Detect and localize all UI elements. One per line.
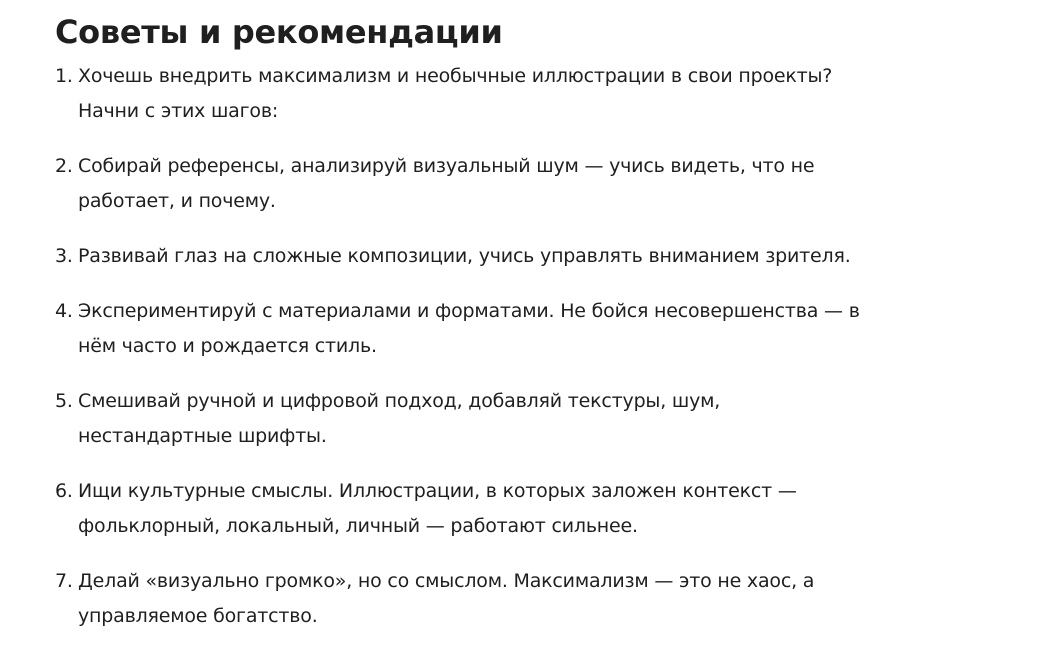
list-item-number: 1. (55, 65, 73, 87)
list-item-text: Делай «визуально громко», но со смыслом. Максимализм — это не хаос, а управляемое богатство. (78, 570, 815, 627)
list-item-text: Хочешь внедрить максимализм и необычные иллюстрации в свои проекты? Начни с этих шагов: (78, 65, 833, 122)
list-item (55, 149, 875, 219)
list-item (55, 59, 875, 129)
list-item (55, 239, 875, 274)
article-section (55, 8, 875, 651)
list-item (55, 564, 875, 634)
list-item-text: Развивай глаз на сложные композиции, учись управлять вниманием зрителя. (78, 245, 851, 267)
list-item-text: Ищи культурные смыслы. Иллюстрации, в которых заложен контекст — фольклорный, локальный, личный — работают сильнее. (78, 480, 797, 537)
list-item-number: 3. (55, 245, 73, 267)
list-item (55, 294, 875, 364)
list-item-text: Экспериментируй с материалами и форматами. Не бойся несовершенства — в нём часто и рождается стиль. (78, 300, 860, 357)
list-item-text: Смешивай ручной и цифровой подход, добавляй текстуры, шум, нестандартные шрифты. (78, 390, 721, 447)
list-item-number: 4. (55, 300, 73, 322)
list-item (55, 384, 875, 454)
list-item-number: 2. (55, 155, 73, 177)
list-item-number: 5. (55, 390, 73, 412)
list-item-number: 6. (55, 480, 73, 502)
section-heading: Советы и рекомендации (55, 13, 503, 51)
tips-list (55, 59, 875, 634)
list-item-number: 7. (55, 570, 73, 592)
list-item-text: Собирай референсы, анализируй визуальный шум — учись видеть, что не работает, и почему. (78, 155, 815, 212)
list-item (55, 474, 875, 544)
